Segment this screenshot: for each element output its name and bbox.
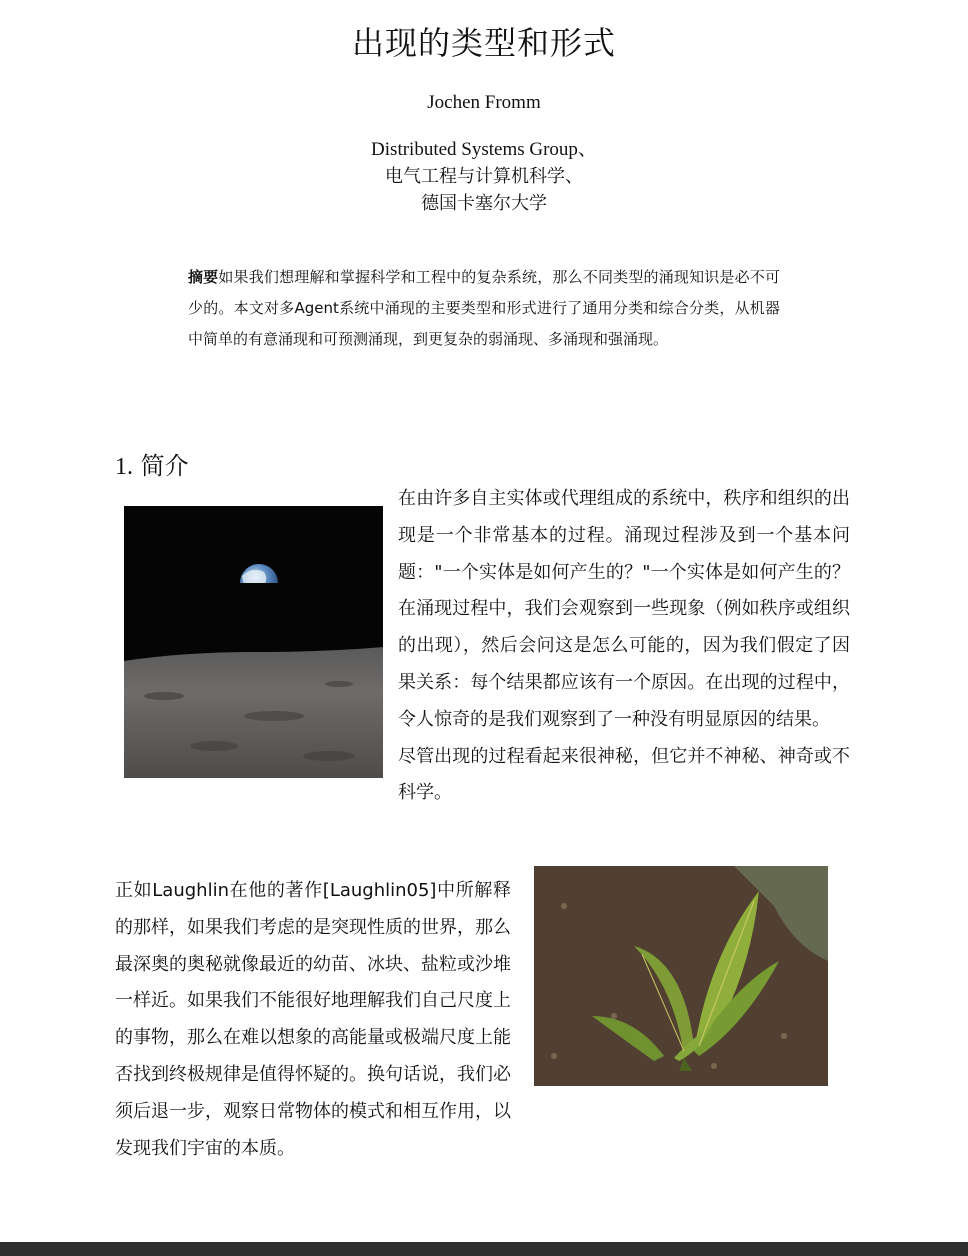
- affiliation-line-1: Distributed Systems Group、: [371, 139, 597, 160]
- section-heading: [115, 446, 189, 481]
- abstract-text: 如果我们想理解和掌握科学和工程中的复杂系统，那么不同类型的涌现知识是必不可少的。本文对多Agent系统中涌现的主要类型和形式进行了通用分类和综合分类，从机器中简单的有意涌现和可预测涌现，到更复杂的弱涌现、多涌现和强涌现。: [188, 268, 780, 348]
- affiliation: [0, 136, 968, 217]
- intro-paragraph: [398, 481, 850, 812]
- section-number: 1.: [115, 454, 133, 480]
- affiliation-line-3: 德国卡塞尔大学: [421, 193, 547, 214]
- abstract: [188, 262, 780, 355]
- affiliation-line-2: 电气工程与计算机科学、: [385, 166, 583, 187]
- intro-paragraph-1: 在由许多自主实体或代理组成的系统中，秩序和组织的出现是一个非常基本的过程。涌现过程涉及到一个基本问题："一个实体是如何产生的？"一个实体是如何产生的？在涌现过程中，我们会观察到一些现象（例如秩序或组织的出现），然后会问这是怎么可能的，因为我们假定了因果关系：每个结果都应该有一个原因。在出现的过程中，令人惊奇的是我们观察到了一种没有明显原因的结果。: [398, 488, 850, 730]
- earthrise-image: [124, 506, 383, 778]
- laughlin-paragraph: 正如Laughlin在他的著作[Laughlin05]中所解释的那样，如果我们考虑的是突现性质的世界，那么最深奥的奥秘就像最近的幼苗、冰块、盐粒或沙堆一样近。如果我们不能很好地理解我们自己尺度上的事物，那么在难以想象的高能量或极端尺度上能否找到终极规律是值得怀疑的。换句话说，我们必须后退一步，观察日常物体的模式和相互作用，以发现我们宇宙的本质。: [115, 880, 511, 1159]
- page-bottom-bar: [0, 1242, 968, 1256]
- section-title: 简介: [140, 452, 189, 480]
- seedling-image: [534, 866, 828, 1086]
- intro-paragraph-2: 尽管出现的过程看起来很神秘，但它并不神秘、神奇或不科学。: [398, 745, 850, 804]
- abstract-label: 摘要: [188, 268, 219, 286]
- paper-title: 出现的类型和形式: [351, 24, 616, 62]
- author-name: Jochen Fromm: [427, 92, 541, 113]
